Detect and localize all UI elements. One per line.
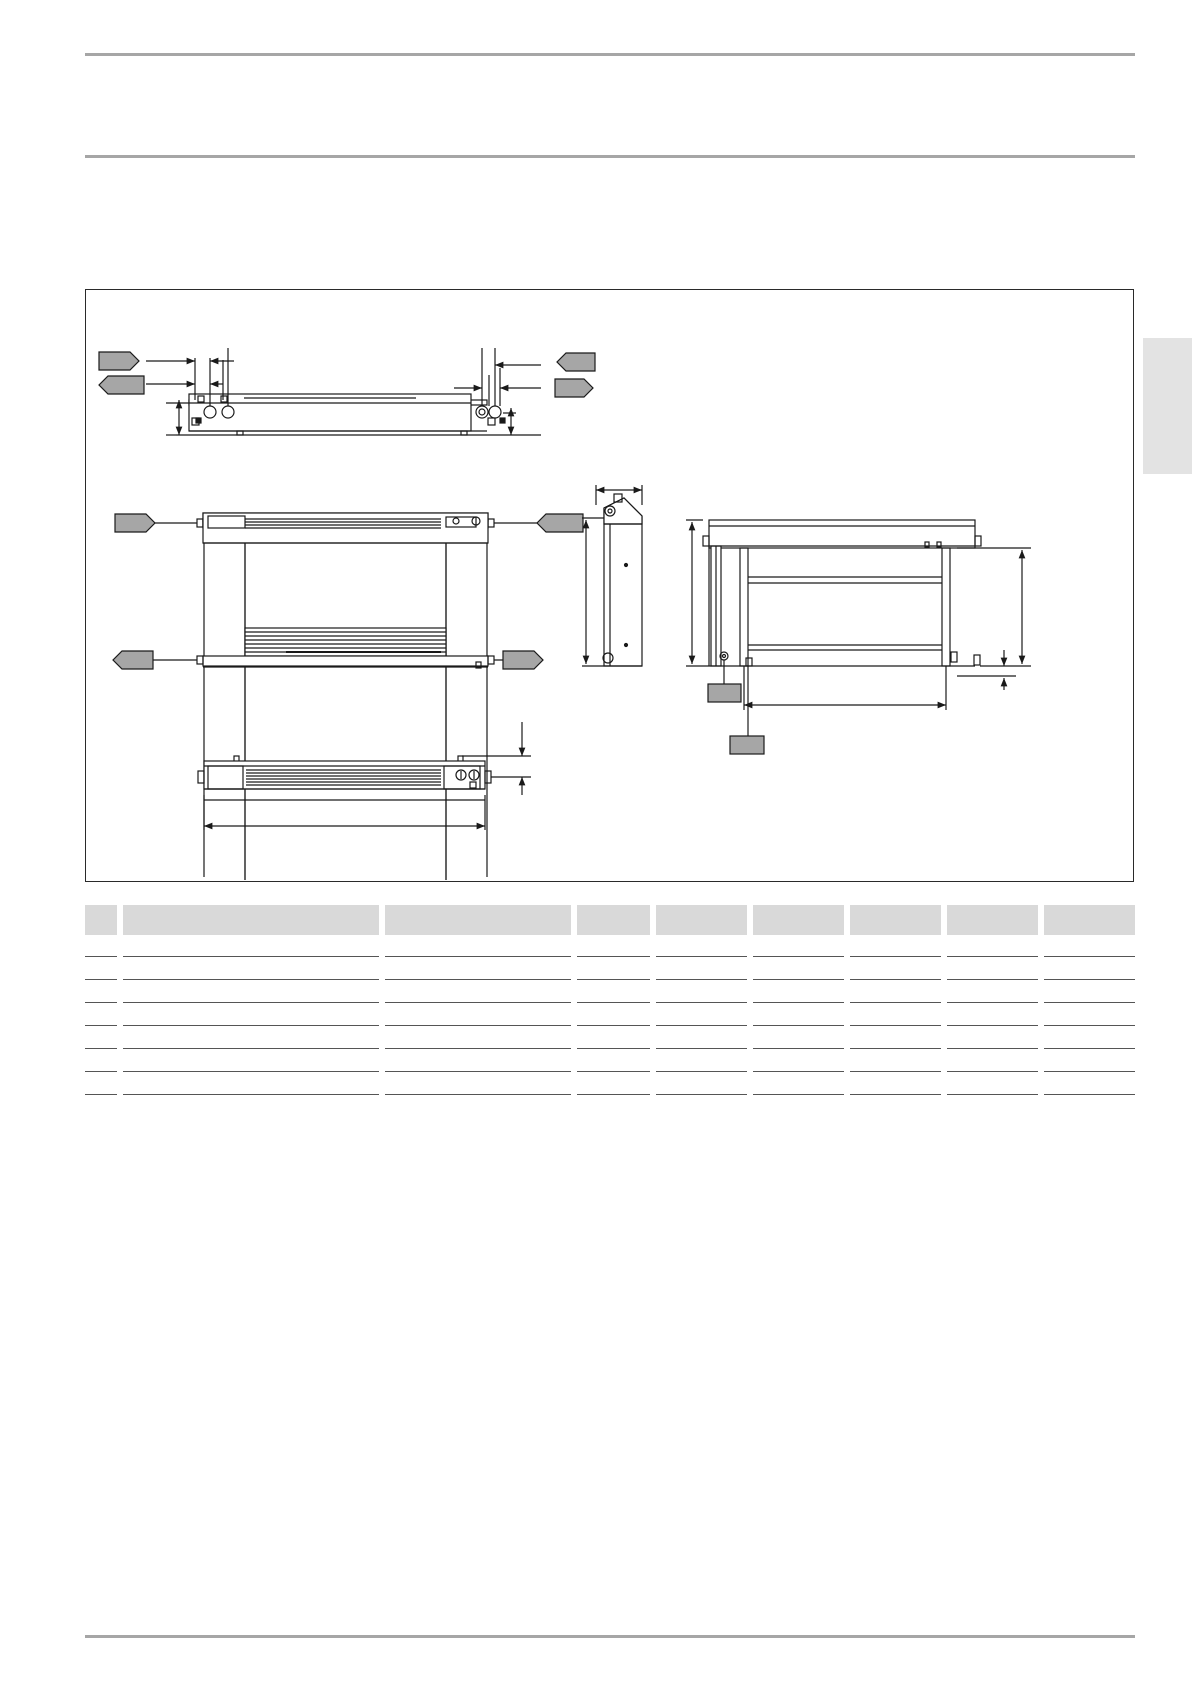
table-header-cell <box>850 905 941 935</box>
table-cell <box>656 1004 747 1026</box>
table-cell <box>656 958 747 980</box>
table-header-row <box>85 905 1135 935</box>
table-cell <box>385 1027 571 1049</box>
table-cell <box>1044 935 1135 957</box>
table-cell <box>947 1050 1038 1072</box>
table-header-cell <box>753 905 844 935</box>
table-cell <box>85 935 117 957</box>
table-cell <box>123 1004 379 1026</box>
table-cell <box>850 958 941 980</box>
table-header-cell <box>1044 905 1135 935</box>
table-row <box>85 958 1135 981</box>
table-cell <box>577 1004 650 1026</box>
table-cell <box>656 1027 747 1049</box>
table-cell <box>577 1073 650 1095</box>
table-cell <box>1044 1004 1135 1026</box>
table-cell <box>850 1050 941 1072</box>
header-top-rule <box>85 53 1135 56</box>
table-cell <box>577 1050 650 1072</box>
table-row <box>85 1004 1135 1027</box>
table-cell <box>123 981 379 1003</box>
table-body <box>85 935 1135 1096</box>
table-cell <box>753 958 844 980</box>
table-cell <box>1044 981 1135 1003</box>
table-cell <box>947 1027 1038 1049</box>
header-bottom-rule <box>85 155 1135 158</box>
front-view <box>113 513 583 880</box>
table-cell <box>85 1027 117 1049</box>
table-cell <box>385 1050 571 1072</box>
table-cell <box>123 958 379 980</box>
table-cell <box>656 935 747 957</box>
table-cell <box>385 935 571 957</box>
table-cell <box>85 1073 117 1095</box>
table-cell <box>656 981 747 1003</box>
table-cell <box>385 958 571 980</box>
table-cell <box>123 1027 379 1049</box>
table-cell <box>753 935 844 957</box>
table-header-cell <box>577 905 650 935</box>
table-cell <box>85 1004 117 1026</box>
table-cell <box>656 1050 747 1072</box>
table-row <box>85 935 1135 958</box>
table-cell <box>123 935 379 957</box>
table-cell <box>385 981 571 1003</box>
table-cell <box>577 1027 650 1049</box>
side-view <box>582 485 642 666</box>
dimension-drawing <box>86 290 1135 883</box>
table-cell <box>123 1050 379 1072</box>
top-view <box>99 348 595 435</box>
table-row <box>85 1050 1135 1073</box>
table-cell <box>753 981 844 1003</box>
table-cell <box>850 935 941 957</box>
table-row <box>85 1073 1135 1096</box>
side-tab <box>1143 338 1192 474</box>
table-cell <box>947 981 1038 1003</box>
table-cell <box>85 1050 117 1072</box>
table-cell <box>850 981 941 1003</box>
dimension-figure <box>85 289 1134 882</box>
table-cell <box>1044 958 1135 980</box>
table-cell <box>85 981 117 1003</box>
table-cell <box>577 958 650 980</box>
table-cell <box>577 981 650 1003</box>
table-cell <box>753 1050 844 1072</box>
footer-rule <box>85 1635 1135 1638</box>
table-cell <box>850 1004 941 1026</box>
table-cell <box>947 1073 1038 1095</box>
table-cell <box>947 1004 1038 1026</box>
table-cell <box>753 1073 844 1095</box>
table-cell <box>947 958 1038 980</box>
table-cell <box>947 935 1038 957</box>
table-cell <box>850 1073 941 1095</box>
table-cell <box>753 1004 844 1026</box>
bottom-view <box>198 722 531 830</box>
table-cell <box>123 1073 379 1095</box>
table-row <box>85 981 1135 1004</box>
spec-table <box>85 905 1135 1096</box>
table-row <box>85 1027 1135 1050</box>
table-cell <box>577 935 650 957</box>
table-header-cell <box>385 905 571 935</box>
table-header-cell <box>123 905 379 935</box>
rear-view <box>686 520 1031 754</box>
table-cell <box>385 1004 571 1026</box>
table-cell <box>753 1027 844 1049</box>
table-cell <box>85 958 117 980</box>
table-cell <box>850 1027 941 1049</box>
table-header-cell <box>85 905 117 935</box>
table-header-cell <box>656 905 747 935</box>
table-cell <box>1044 1050 1135 1072</box>
table-cell <box>656 1073 747 1095</box>
table-cell <box>1044 1073 1135 1095</box>
table-cell <box>1044 1027 1135 1049</box>
table-cell <box>385 1073 571 1095</box>
table-header-cell <box>947 905 1038 935</box>
